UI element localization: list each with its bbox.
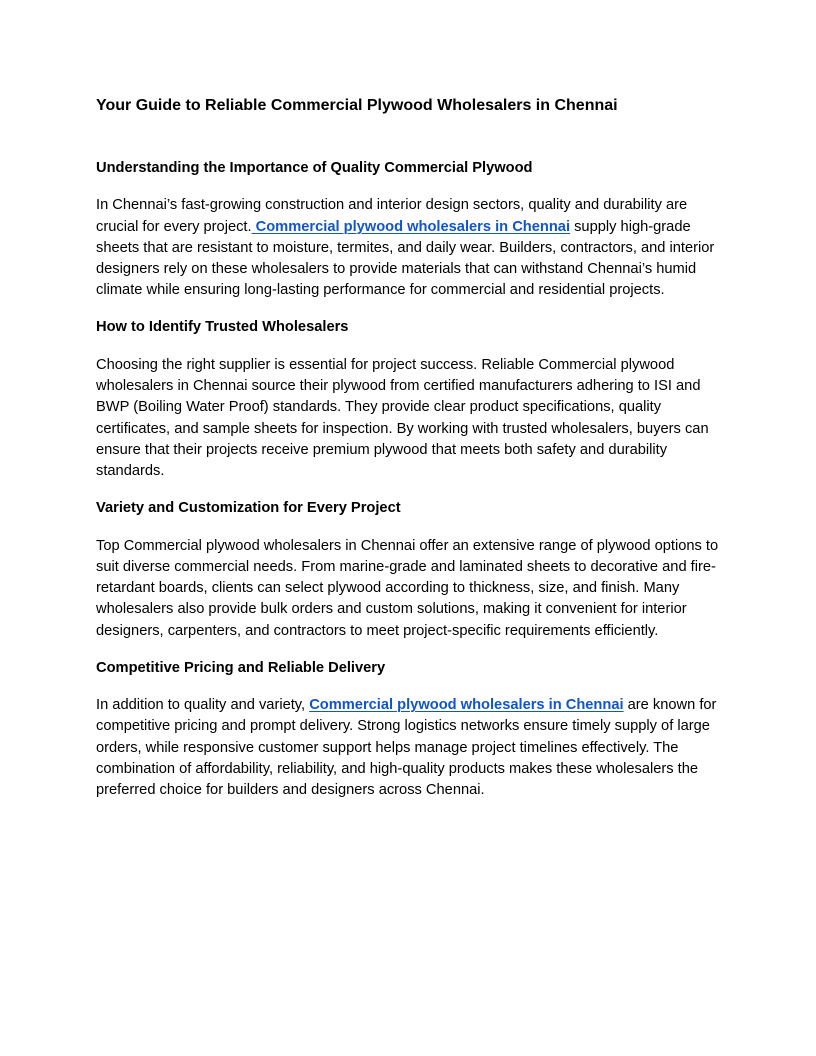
paragraph-text: In addition to quality and variety,: [96, 697, 310, 713]
section-pricing: [96, 658, 722, 802]
section-variety: [96, 498, 722, 642]
section-heading: How to Identify Trusted Wholesalers: [96, 319, 349, 336]
wholesalers-link[interactable]: Commercial plywood wholesalers in Chennai: [251, 218, 571, 235]
section-paragraph: [96, 355, 722, 483]
section-heading: Competitive Pricing and Reliable Delivery: [96, 659, 386, 676]
paragraph-text: Top Commercial plywood wholesalers in Chennai offer an extensive range of plywood options to suit diverse commercial needs. From marine-grade and laminated sheets to decorative and fire-retardant boards, clients can select plywood according to thickness, size, and finish. Many wholesalers also provide bulk orders and custom solutions, making it convenient for interior designers, carpenters, and contractors to meet project-specific requirements efficiently.: [96, 537, 719, 639]
section-heading: Understanding the Importance of Quality Commercial Plywood: [96, 160, 533, 176]
section-paragraph: [96, 536, 722, 642]
wholesalers-link[interactable]: Commercial plywood wholesalers in Chennai: [309, 697, 624, 713]
paragraph-text: supply high-grade sheets that are resistant to moisture, termites, and daily wear. Builders, contractors, and interior designers rely on these wholesalers to provide materials that can withstand Chennai’s humid climate while ensuring long-lasting performance for commercial and residential projects.: [96, 218, 715, 299]
document-title: Your Guide to Reliable Commercial Plywood Wholesalers in Chennai: [96, 97, 618, 114]
section-importance: [96, 158, 722, 302]
paragraph-text: Choosing the right supplier is essential for project success. Reliable Commercial plywood wholesalers in Chennai source their plywood from certified manufacturers adhering to ISI and BWP (Boiling Water Proof) standards. They provide clear product specifications, quality certificates, and sample sheets for inspection. By working with trusted wholesalers, buyers can ensure that their projects receive premium plywood that meets both safety and durability standards.: [96, 356, 709, 480]
section-paragraph: [96, 695, 722, 801]
section-heading: Variety and Customization for Every Project: [96, 500, 401, 517]
paragraph-text: In Chennai’s fast-growing construction and interior design sectors, quality and durability are crucial for every project.: [96, 197, 688, 235]
section-paragraph: [96, 195, 722, 301]
section-identify: [96, 317, 722, 482]
paragraph-text: are known for competitive pricing and prompt delivery. Strong logistics networks ensure timely supply of large orders, while responsive customer support helps manage project timelines effectively. The combination of affordability, reliability, and high-quality products makes these wholesalers the preferred choice for builders and designers across Chennai.: [96, 697, 717, 799]
document-page: [96, 94, 722, 817]
